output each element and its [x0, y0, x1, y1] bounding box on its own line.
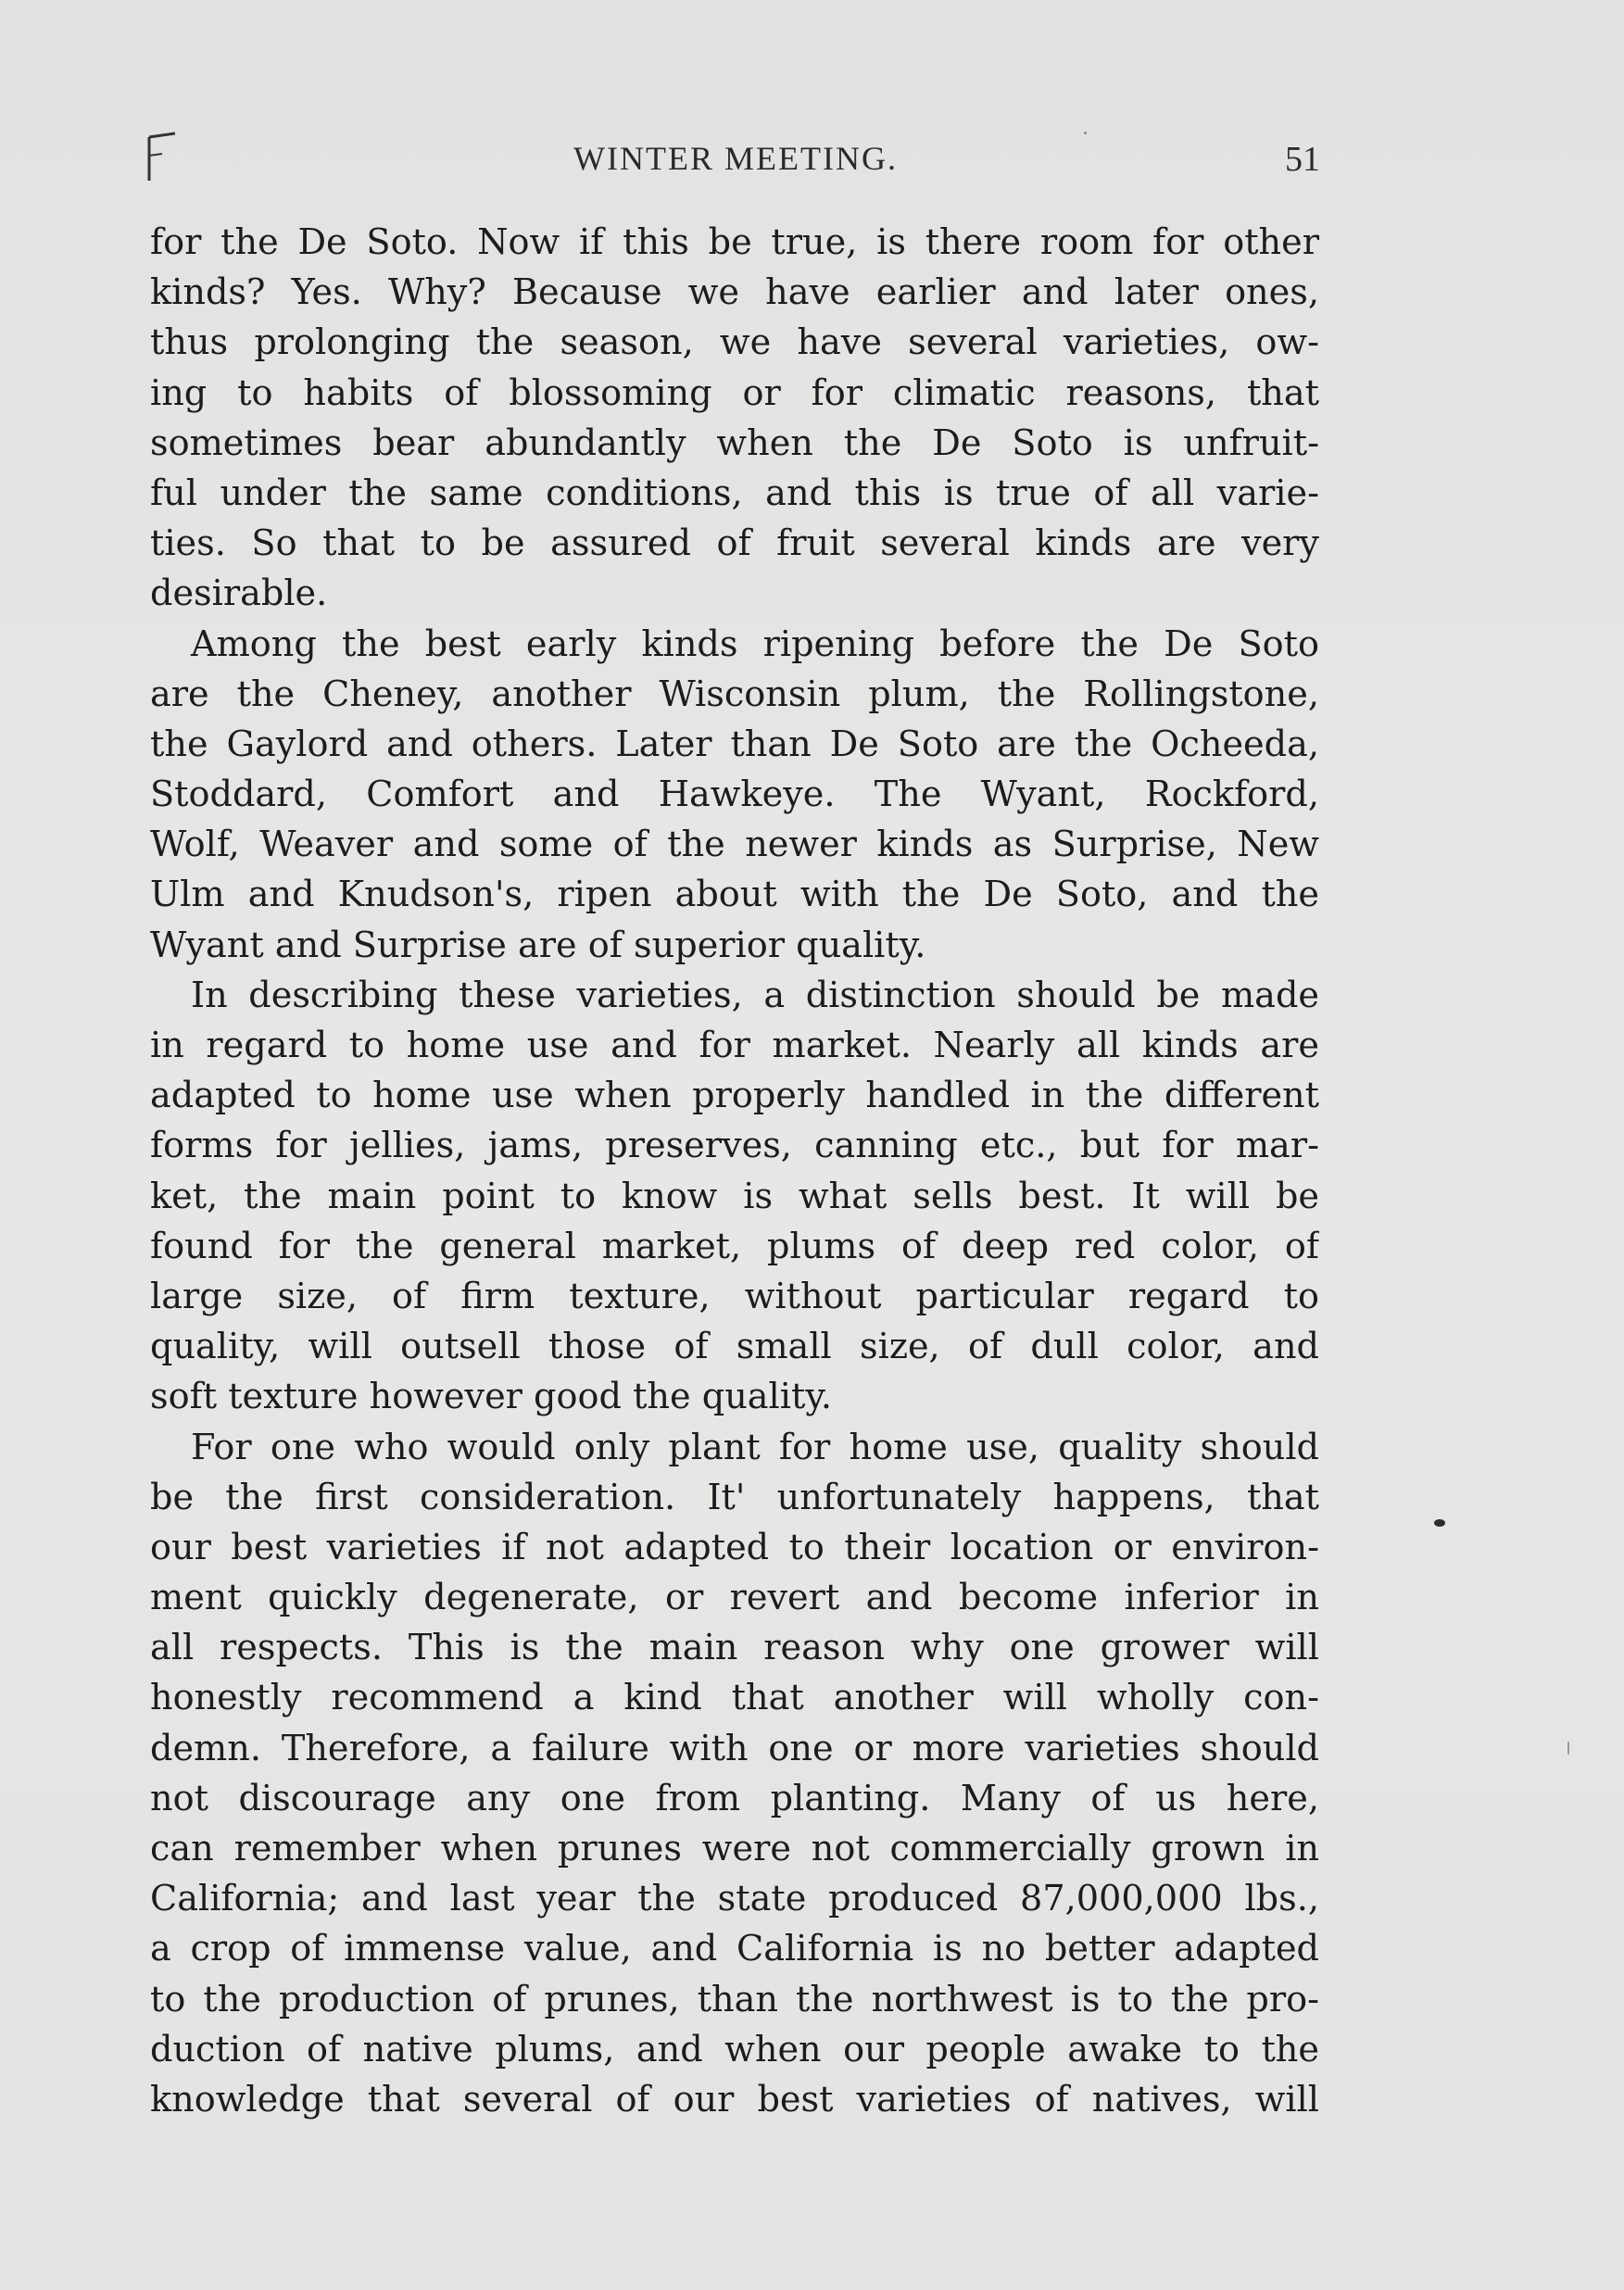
text-line: ful under the same conditions, and this is true of all varie-	[150, 472, 1319, 514]
text-line: sometimes bear abundantly when the De Soto is unfruit-	[150, 422, 1319, 464]
text-line: be the first consideration. It' unfortunately happens, that	[150, 1477, 1319, 1518]
text-line: Stoddard, Comfort and Hawkeye. The Wyant, Rockford,	[150, 774, 1319, 816]
text-line: kinds? Yes. Why? Because we have earlier and later ones,	[150, 272, 1319, 314]
text-line: ing to habits of blossoming or for climatic reasons, that	[150, 372, 1319, 414]
text-line: Wolf, Weaver and some of the newer kinds as Surprise, New	[150, 824, 1319, 866]
text-line: ket, the main point to know is what sells best. It will be	[150, 1176, 1319, 1217]
text-line: For one who would only plant for home use, quality should	[191, 1427, 1319, 1468]
text-line: adapted to home use when properly handled in the different	[150, 1076, 1319, 1117]
text-line: duction of native plums, and when our people awake to the	[150, 2029, 1319, 2070]
running-head	[151, 139, 1320, 185]
text-line: demn. Therefore, a failure with one or more varieties should	[150, 1728, 1319, 1769]
text-line: are the Cheney, another Wisconsin plum, the Rollingstone,	[150, 673, 1319, 715]
text-line: large size, of firm texture, without particular regard to	[150, 1276, 1319, 1317]
text-line: to the production of prunes, than the northwest is to the pro-	[150, 1979, 1319, 2020]
text-line: ment quickly degenerate, or revert and become inferior in	[150, 1578, 1319, 1619]
text-line: Ulm and Knudson's, ripen about with the De Soto, and the	[150, 874, 1319, 916]
running-title: WINTER MEETING.	[573, 140, 898, 177]
text-line: Among the best early kinds ripening before the De Soto	[191, 623, 1319, 665]
text-line: knowledge that several of our best varieties of natives, will	[150, 2079, 1319, 2120]
text-line: found for the general market, plums of deep red color, of	[150, 1226, 1319, 1267]
ink-speck	[1084, 132, 1087, 134]
text-line: Wyant and Surprise are of superior quality.	[150, 925, 926, 966]
text-line: soft texture however good the quality.	[150, 1377, 832, 1418]
text-line: In describing these varieties, a distinction should be made	[191, 975, 1319, 1016]
body-text	[150, 218, 1319, 2125]
text-line: California; and last year the state produced 87,000,000 lbs.,	[150, 1879, 1319, 1920]
text-line: in regard to home use and for market. Nearly all kinds are	[150, 1025, 1319, 1066]
text-line: desirable.	[150, 573, 328, 615]
ink-speck	[1567, 1742, 1569, 1755]
text-line: honestly recommend a kind that another will wholly con-	[150, 1678, 1319, 1719]
text-line: thus prolonging the season, we have several varieties, ow-	[150, 322, 1319, 364]
text-line: all respects. This is the main reason why one grower will	[150, 1628, 1319, 1669]
text-line: forms for jellies, jams, preserves, canning etc., but for mar-	[150, 1126, 1319, 1167]
text-line: a crop of immense value, and California is no better adapted	[150, 1929, 1319, 1970]
text-line: ties. So that to be assured of fruit several kinds are very	[150, 523, 1319, 565]
page-number: 51	[1285, 140, 1320, 179]
text-line: our best varieties if not adapted to their location or environ-	[150, 1527, 1319, 1568]
text-line: can remember when prunes were not commercially grown in	[150, 1829, 1319, 1869]
text-line: quality, will outsell those of small size, of dull color, and	[150, 1327, 1319, 1368]
text-line: the Gaylord and others. Later than De Soto are the Ocheeda,	[150, 723, 1319, 765]
ink-speck	[1434, 1519, 1445, 1527]
text-line: for the De Soto. Now if this be true, is there room for other	[150, 222, 1319, 263]
text-line: not discourage any one from planting. Many of us here,	[150, 1778, 1319, 1819]
